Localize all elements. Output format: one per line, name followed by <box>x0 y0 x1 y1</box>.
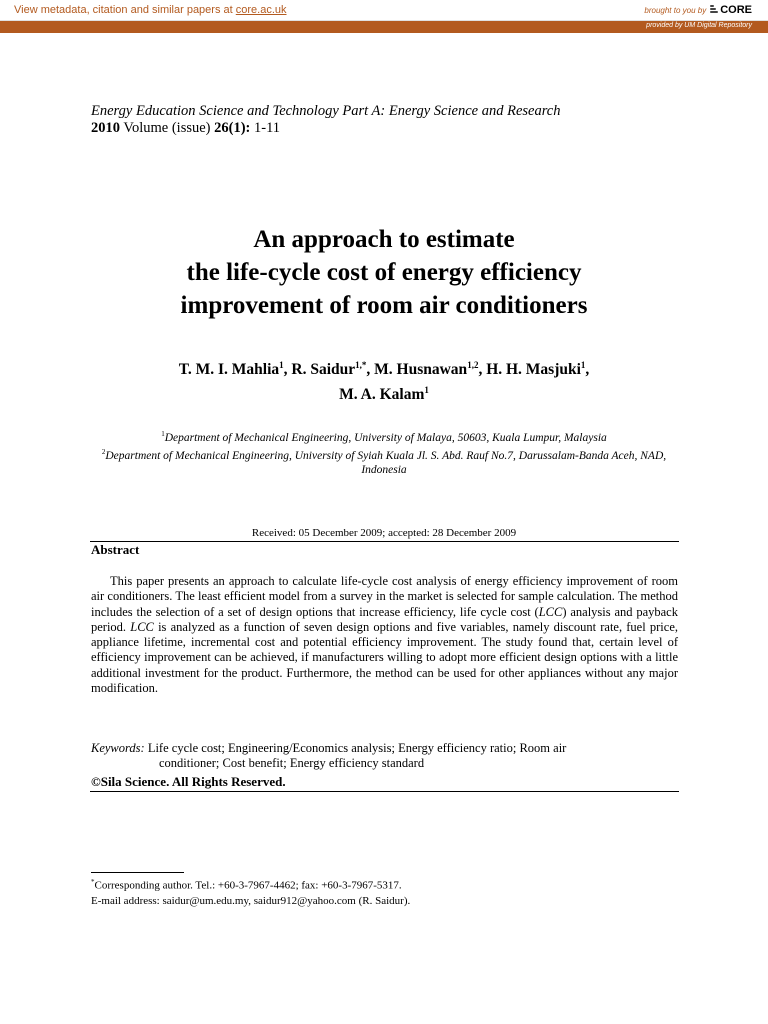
affiliations <box>90 427 678 477</box>
author-affiliation-mark: 1 <box>279 360 284 370</box>
author-name: M. Husnawan <box>374 361 468 379</box>
affiliation-2: $^2$Department of Mechanical Engineering, University of Syiah Kuala Jl. S. Abd. Rauf No.7, Darussalam-Banda Aceh, NAD, Indonesia <box>101 447 667 476</box>
journal-year: 2010 <box>91 120 120 136</box>
keywords-line-2: conditioner; Cost benefit; Energy efficiency standard <box>159 756 425 771</box>
journal-volume <box>91 120 280 137</box>
corresponding-author: Corresponding author. Tel.: +60-3-7967-4462; fax: +60-3-7967-5317. <box>94 879 402 892</box>
email-address: E-mail address: saidur@um.edu.my, saidur912@yahoo.com (R. Saidur). <box>91 894 411 907</box>
keywords-line-1: Life cycle cost; Engineering/Economics analysis; Energy efficiency ratio; Room air <box>147 741 567 755</box>
abstract-top-rule <box>90 541 679 542</box>
core-banner <box>0 0 768 21</box>
title-line-1: An approach to estimate <box>253 226 515 253</box>
author-affiliation-mark: 1,2 <box>467 360 479 370</box>
core-logo-icon <box>710 5 718 15</box>
brought-by-text: brought to you by <box>644 5 707 15</box>
core-metadata-text <box>14 4 287 16</box>
author-affiliation-mark: 1,* <box>355 360 367 370</box>
core-provided-strip <box>0 21 768 33</box>
footnote <box>91 875 410 909</box>
journal-name: Energy Education Science and Technology Part A: Energy Science and Research <box>91 103 561 119</box>
abstract-text: This paper presents an approach to calculate life-cycle cost analysis of energy efficiency improvement of room air conditioners. The least efficient model from a survey in the market is selected for sample calculation. The method includes the selection of a set of design options that increase efficiency, life cycle cost (LCC) analysis and payback period. LCC is analyzed as a function of seven design options and five variables, namely discount rate, fuel price, appliance lifetime, incremental cost and potential efficiency improvement. The study found that, certain level of efficiency improvement can be achieved, if manufacturers willing to adopt more efficient design options with a little additional investment for the product. Furthermore, the method can be used for other appliances without any major modification. <box>91 574 678 696</box>
title-line-2: the life-cycle cost of energy efficiency <box>186 259 582 286</box>
abstract-heading: Abstract <box>91 542 140 557</box>
core-logo-text: CORE <box>720 4 752 16</box>
core-brand[interactable] <box>644 4 752 16</box>
volume-label: Volume (issue) <box>123 120 211 136</box>
provided-by-text: provided by UM Digital Repository <box>646 22 752 29</box>
lcc-term: LCC <box>130 619 154 634</box>
keywords <box>91 741 678 772</box>
core-metadata-label: View metadata, citation and similar papers at <box>14 4 233 16</box>
footnote-mark: * <box>91 878 95 886</box>
author-name: R. Saidur <box>291 361 356 379</box>
affiliation-1: $^1$Department of Mechanical Engineering, University of Malaya, 50603, Kuala Lumpur, Malaysia <box>161 430 607 444</box>
core-link[interactable]: core.ac.uk <box>235 4 287 16</box>
author-affiliation-mark: 1 <box>580 360 586 370</box>
lcc-term: LCC <box>538 604 563 619</box>
received-dates: Received: 05 December 2009; accepted: 28 December 2009 <box>251 527 517 539</box>
footnote-rule <box>91 872 184 873</box>
title-line-3: improvement of room air conditioners <box>180 292 588 319</box>
core-logo <box>710 4 752 16</box>
paper-title <box>60 223 708 322</box>
author-name: M. A. Kalam <box>339 386 425 404</box>
author-name: T. M. I. Mahlia <box>178 361 280 379</box>
author-name: H. H. Masjuki <box>486 361 581 379</box>
keywords-label: Keywords: <box>91 741 145 755</box>
author-affiliation-mark: 1 <box>424 385 429 396</box>
page-range: 1-11 <box>254 120 281 136</box>
copyright: ©Sila Science. All Rights Reserved. <box>91 774 286 789</box>
volume-number: 26(1): <box>214 120 251 136</box>
abstract-bottom-rule <box>90 791 679 792</box>
author-list: T. M. I. Mahlia$^1$, R. Saidur$^{1,*}$, M. Husnawan$^{1,2}$, H. H. Masjuki$^1$, M. A. Kalam$^1$ <box>178 360 590 404</box>
